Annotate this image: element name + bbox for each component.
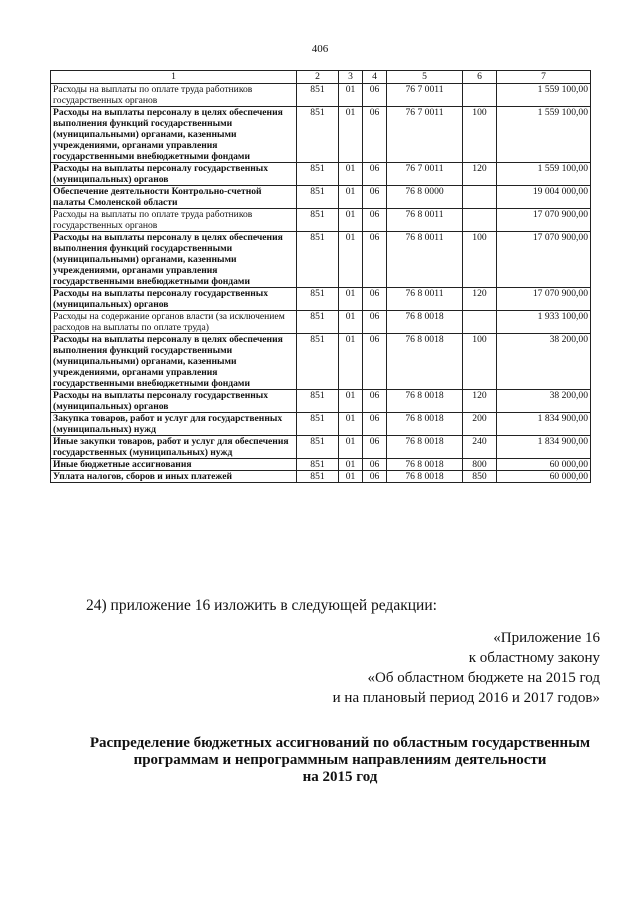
- cell-ministry: 851: [297, 107, 339, 163]
- cell-amount: 1 834 900,00: [497, 436, 591, 459]
- cell-target-article: 76 8 0018: [387, 390, 463, 413]
- cell-section: 01: [339, 334, 363, 390]
- row-name: Расходы на содержание органов власти (за исключением расходов на выплаты по оплате труда): [51, 311, 297, 334]
- heading-line: Распределение бюджетных ассигнований по областным государственным: [89, 735, 591, 751]
- column-header: 2: [297, 71, 339, 84]
- cell-amount: 1 559 100,00: [497, 107, 591, 163]
- cell-amount: 1 834 900,00: [497, 413, 591, 436]
- cell-target-article: 76 8 0011: [387, 232, 463, 288]
- annex-line: и на плановый период 2016 и 2017 годов»: [332, 690, 600, 706]
- cell-target-article: 76 8 0000: [387, 186, 463, 209]
- column-header: 1: [51, 71, 297, 84]
- cell-section: 01: [339, 311, 363, 334]
- cell-amount: 17 070 900,00: [497, 232, 591, 288]
- cell-expense-type: [463, 84, 497, 107]
- heading-line: программам и непрограммным направлениям деятельности: [133, 752, 547, 768]
- cell-target-article: 76 7 0011: [387, 84, 463, 107]
- cell-amount: 60 000,00: [497, 459, 591, 471]
- cell-subsection: 06: [363, 186, 387, 209]
- cell-expense-type: 800: [463, 459, 497, 471]
- cell-amount: 1 933 100,00: [497, 311, 591, 334]
- cell-section: 01: [339, 390, 363, 413]
- annex-line: «Об областном бюджете на 2015 год: [367, 670, 600, 686]
- cell-subsection: 06: [363, 311, 387, 334]
- cell-amount: 38 200,00: [497, 390, 591, 413]
- cell-subsection: 06: [363, 163, 387, 186]
- cell-ministry: 851: [297, 413, 339, 436]
- cell-ministry: 851: [297, 186, 339, 209]
- cell-ministry: 851: [297, 471, 339, 483]
- row-name: Расходы на выплаты персоналу государственных (муниципальных) органов: [51, 288, 297, 311]
- cell-subsection: 06: [363, 459, 387, 471]
- cell-subsection: 06: [363, 232, 387, 288]
- cell-target-article: 76 8 0018: [387, 471, 463, 483]
- cell-amount: 19 004 000,00: [497, 186, 591, 209]
- row-name: Расходы на выплаты персоналу государственных (муниципальных) органов: [51, 390, 297, 413]
- cell-amount: 60 000,00: [497, 471, 591, 483]
- cell-target-article: 76 8 0011: [387, 288, 463, 311]
- table-row: [51, 471, 591, 483]
- cell-ministry: 851: [297, 311, 339, 334]
- table-header-row: [51, 71, 591, 84]
- cell-subsection: 06: [363, 107, 387, 163]
- cell-target-article: 76 8 0018: [387, 334, 463, 390]
- heading-line: на 2015 год: [302, 769, 378, 785]
- cell-expense-type: [463, 311, 497, 334]
- cell-expense-type: 200: [463, 413, 497, 436]
- cell-amount: 1 559 100,00: [497, 84, 591, 107]
- cell-expense-type: [463, 209, 497, 232]
- cell-target-article: 76 7 0011: [387, 163, 463, 186]
- row-name: Расходы на выплаты персоналу в целях обеспечения выполнения функций государственными (муниципальными) органами, казенными учреждениями, органами управления государственными внебюджетными фондами: [51, 107, 297, 163]
- row-name: Уплата налогов, сборов и иных платежей: [51, 471, 297, 483]
- cell-expense-type: 100: [463, 232, 497, 288]
- cell-section: 01: [339, 471, 363, 483]
- column-header: 6: [463, 71, 497, 84]
- table-row: [51, 163, 591, 186]
- cell-ministry: 851: [297, 436, 339, 459]
- budget-table: [50, 70, 591, 483]
- row-name: Иные бюджетные ассигнования: [51, 459, 297, 471]
- page-number: 406: [311, 43, 329, 55]
- cell-ministry: 851: [297, 288, 339, 311]
- cell-expense-type: 120: [463, 390, 497, 413]
- table-row: [51, 334, 591, 390]
- cell-subsection: 06: [363, 209, 387, 232]
- row-name: Расходы на выплаты персоналу в целях обеспечения выполнения функций государственными (муниципальными) органами, казенными учреждениями, органами управления государственными внебюджетными фондами: [51, 334, 297, 390]
- cell-section: 01: [339, 413, 363, 436]
- cell-ministry: 851: [297, 84, 339, 107]
- cell-expense-type: 850: [463, 471, 497, 483]
- cell-section: 01: [339, 186, 363, 209]
- cell-subsection: 06: [363, 390, 387, 413]
- cell-amount: 17 070 900,00: [497, 209, 591, 232]
- cell-expense-type: 240: [463, 436, 497, 459]
- cell-target-article: 76 7 0011: [387, 107, 463, 163]
- cell-ministry: 851: [297, 459, 339, 471]
- cell-amount: 38 200,00: [497, 334, 591, 390]
- cell-section: 01: [339, 107, 363, 163]
- cell-ministry: 851: [297, 232, 339, 288]
- annex-line: «Приложение 16: [493, 630, 600, 646]
- cell-subsection: 06: [363, 413, 387, 436]
- table-row: [51, 413, 591, 436]
- column-header: 4: [363, 71, 387, 84]
- table-row: [51, 436, 591, 459]
- cell-ministry: 851: [297, 163, 339, 186]
- row-name: Расходы на выплаты персоналу государственных (муниципальных) органов: [51, 163, 297, 186]
- cell-subsection: 06: [363, 436, 387, 459]
- cell-subsection: 06: [363, 334, 387, 390]
- cell-expense-type: 120: [463, 288, 497, 311]
- table-row: [51, 311, 591, 334]
- cell-amount: 17 070 900,00: [497, 288, 591, 311]
- row-name: Расходы на выплаты по оплате труда работников государственных органов: [51, 84, 297, 107]
- table-row: [51, 107, 591, 163]
- amendment-paragraph: 24) приложение 16 изложить в следующей редакции:: [86, 597, 437, 614]
- cell-target-article: 76 8 0018: [387, 459, 463, 471]
- table-row: [51, 209, 591, 232]
- cell-ministry: 851: [297, 334, 339, 390]
- row-name: Расходы на выплаты по оплате труда работников государственных органов: [51, 209, 297, 232]
- cell-section: 01: [339, 209, 363, 232]
- cell-subsection: 06: [363, 288, 387, 311]
- document-heading: [40, 735, 640, 786]
- row-name: Расходы на выплаты персоналу в целях обеспечения выполнения функций государственными (муниципальными) органами, казенными учреждениями, органами управления государственными внебюджетными фондами: [51, 232, 297, 288]
- table-row: [51, 232, 591, 288]
- cell-expense-type: 100: [463, 107, 497, 163]
- table-row: [51, 186, 591, 209]
- table-row: [51, 84, 591, 107]
- cell-section: 01: [339, 459, 363, 471]
- cell-ministry: 851: [297, 209, 339, 232]
- cell-expense-type: 100: [463, 334, 497, 390]
- cell-target-article: 76 8 0018: [387, 413, 463, 436]
- table-row: [51, 459, 591, 471]
- cell-amount: 1 559 100,00: [497, 163, 591, 186]
- cell-target-article: 76 8 0011: [387, 209, 463, 232]
- cell-subsection: 06: [363, 84, 387, 107]
- row-name: Обеспечение деятельности Контрольно-счетной палаты Смоленской области: [51, 186, 297, 209]
- cell-ministry: 851: [297, 390, 339, 413]
- cell-section: 01: [339, 84, 363, 107]
- cell-section: 01: [339, 163, 363, 186]
- cell-section: 01: [339, 288, 363, 311]
- column-header: 5: [387, 71, 463, 84]
- column-header: 7: [497, 71, 591, 84]
- annex-reference: [260, 628, 600, 708]
- table-row: [51, 390, 591, 413]
- column-header: 3: [339, 71, 363, 84]
- row-name: Закупка товаров, работ и услуг для государственных (муниципальных) нужд: [51, 413, 297, 436]
- cell-subsection: 06: [363, 471, 387, 483]
- row-name: Иные закупки товаров, работ и услуг для обеспечения государственных (муниципальных) нужд: [51, 436, 297, 459]
- table-row: [51, 288, 591, 311]
- cell-expense-type: 120: [463, 163, 497, 186]
- cell-section: 01: [339, 232, 363, 288]
- cell-target-article: 76 8 0018: [387, 311, 463, 334]
- cell-expense-type: [463, 186, 497, 209]
- cell-section: 01: [339, 436, 363, 459]
- cell-target-article: 76 8 0018: [387, 436, 463, 459]
- annex-line: к областному закону: [468, 650, 600, 666]
